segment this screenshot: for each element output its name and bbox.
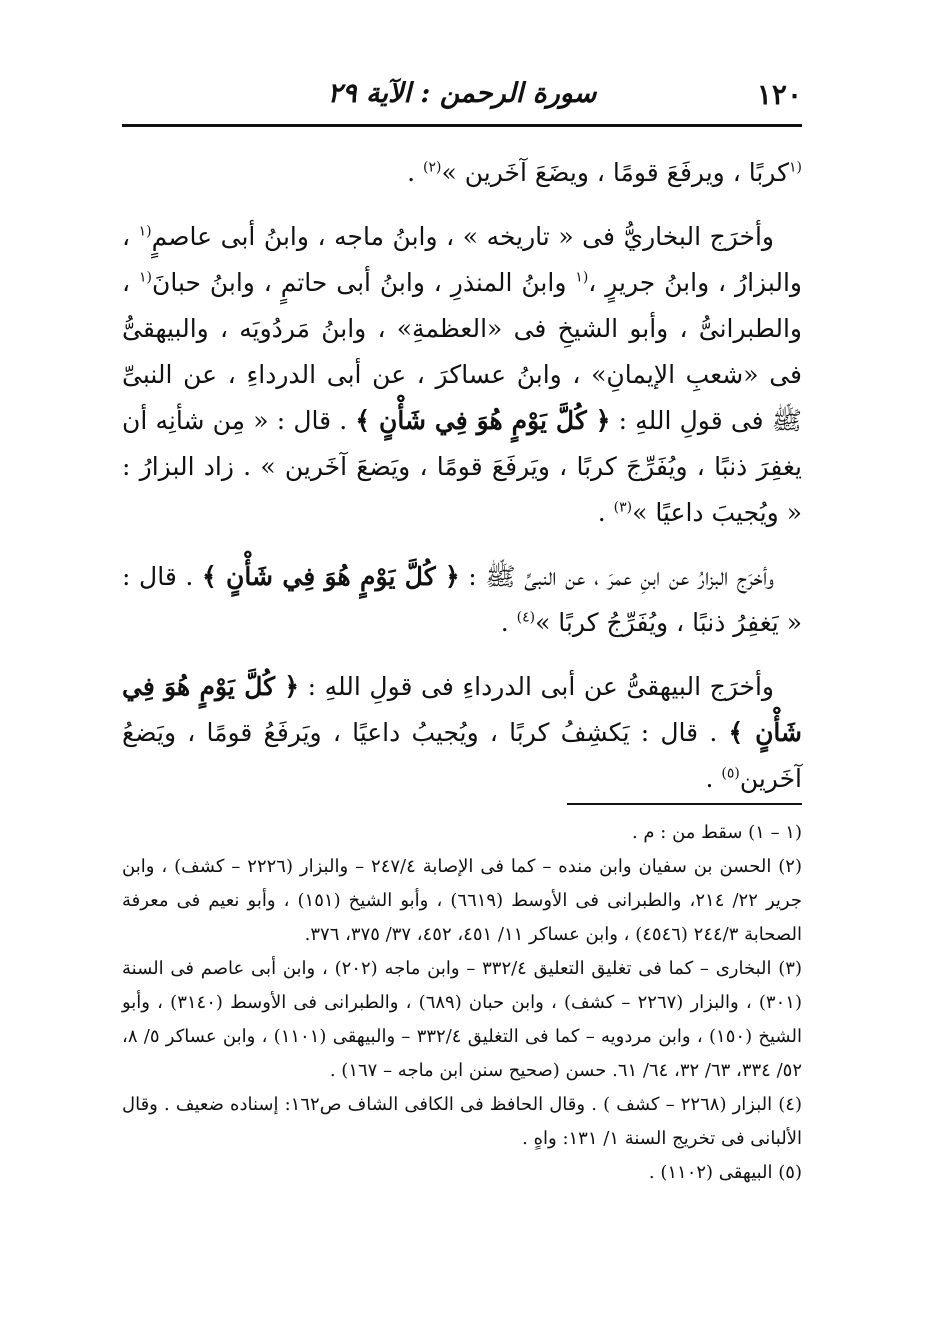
paragraph-end: . (407, 158, 424, 187)
paragraph-text: ، والطبرانىُّ ، وأبو الشيخِ فى «العظمةِ» ، وابنُ مَردُويَه ، والبيهقىُّ فى «شعبِ الإيمانِ» ، وابنُ عساكرَ ، عن أبى الدرداءِ ، عن النبىِّ ﷺ فى قولِ اللهِ : (122, 268, 803, 435)
footnote-5: (٥) البيهقى (١١٠٢) . (648, 1162, 802, 1183)
footnote-marker: (٣) (613, 499, 633, 516)
quran-verse: ﴿ كُلَّ يَوْمٍ هُوَ فِي شَأْنٍ ﴾ (355, 406, 611, 435)
running-title: سورة الرحمن : الآية ٢٩ (327, 78, 597, 109)
footnote-marker: (٤) (516, 609, 536, 626)
paragraph-text: كربًا ، ويرفَعَ قومًا ، ويضَعَ آخَرين » (441, 158, 789, 187)
quran-verse: ﴿ كُلَّ يَوْمٍ هُوَ فِي شَأْنٍ ﴾ (202, 562, 460, 591)
paragraph-text: . قال : « يَغفِرُ ذنبًا ، ويُفَرِّجُ كربًا » (122, 562, 802, 637)
header-rule (122, 124, 802, 127)
paragraph-text: . قال : يَكشِفُ كربًا ، ويُجيبُ داعيًا ، ويَرفَعُ قومًا ، ويَضعُ آخَرين (122, 718, 802, 793)
footnote-marker: (١ (138, 223, 152, 240)
footnote-marker: (١ (789, 159, 802, 176)
main-text (122, 150, 802, 820)
paragraph-continuation (122, 150, 802, 196)
page-number: ١٢٠ (756, 78, 802, 111)
footnote-marker: (١ (138, 269, 152, 286)
paragraph-text: . قال : « مِن شأنِه أن يغفِرَ ذنبًا ، ويُفَرِّجَ كربًا ، ويَرفَعَ قومًا ، ويَضعَ آخَرين » . زاد البزارُ : « ويُجيبَ داعيًا » (122, 406, 802, 527)
paragraph-text: وأخرَج البزارُ عن ابنِ عمرَ ، عن النبىِّ ﷺ : (459, 562, 774, 591)
paragraph-bayhaqi-narration (122, 664, 802, 802)
paragraph-bukhari-narration (122, 214, 802, 536)
paragraph-end: . (597, 498, 614, 527)
paragraph-text: ، والبزارُ ، وابنُ جريرٍ ، (122, 222, 802, 297)
footnote-marker: (٢) (423, 159, 442, 176)
page-header (122, 72, 802, 122)
paragraph-text: وابنُ المنذرِ ، وابنُ أبى حاتمٍ ، وابنُ حبانَ (151, 268, 576, 297)
paragraph-end: . (705, 764, 722, 793)
paragraph-text: وأخرَج البيهقىُّ عن أبى الدرداءِ فى قولِ اللهِ : (299, 672, 774, 701)
footnote-separator (567, 803, 802, 805)
footnote-4: (٤) البزار (٢٢٦٨ – كشف ) . وقال الحافظ فى الكافى الشاف ص١٦٢: إسناده ضعيف . وقال الألبانى فى تخريج السنة ١/ ١٣١: واهٍ . (122, 1094, 802, 1149)
footnote-1: (١ – ١) سقط من : م . (631, 822, 802, 843)
footnote-3: (٣) البخارى – كما فى تغليق التعليق ٣٣٢/٤ – وابن ماجه (٢٠٢) ، وابن أبى عاصم فى السنة (٣٠١) ، والبزار (٢٢٦٧ – كشف) ، وابن حبان (٦٨٩) ، والطبرانى فى الأوسط (٣١٤٠) ، وأبو الشيخ (١٥٠) ، وابن مردويه – كما فى التغليق ٣٣٢/٤ – والبيهقى (١١٠١) ، وابن عساكر ٥/ ٨، ٥٢/ ٣٣٤، ٦٣/ ٣٢، ٦٤/ ٦١. حسن (صحيح سنن ابن ماجه – ١٦٧) . (122, 958, 802, 1081)
footnotes (122, 816, 802, 1190)
footnote-marker: (١ (575, 269, 589, 286)
footnote-marker: (٥) (721, 765, 740, 782)
footnote-2: (٢) الحسن بن سفيان وابن منده – كما فى الإصابة ٢٤٧/٤ – والبزار (٢٢٢٦ – كشف) ، وابن جرير ٢٢/ ٢١٤، والطبرانى فى الأوسط (٦٦١٩) ، وأبو الشيخ (١٥١) ، وأبو نعيم فى معرفة الصحابة ٢٤٤/٣ (٤٥٤٦) ، وابن عساكر ١١/ ٤٥١، ٤٥٢، ٣٧/ ٣٧٥، ٣٧٦. (122, 856, 802, 945)
paragraph-bazzar-narration (122, 554, 802, 646)
paragraph-text: وأخرَج البخاريُّ فى « تاريخه » ، وابنُ ماجه ، وابنُ أبى عاصمٍ (151, 222, 774, 251)
paragraph-end: . (500, 608, 517, 637)
quran-verse: ﴿ كُلَّ يَوْمٍ هُوَ فِي شَأْنٍ ﴾ (122, 672, 802, 747)
